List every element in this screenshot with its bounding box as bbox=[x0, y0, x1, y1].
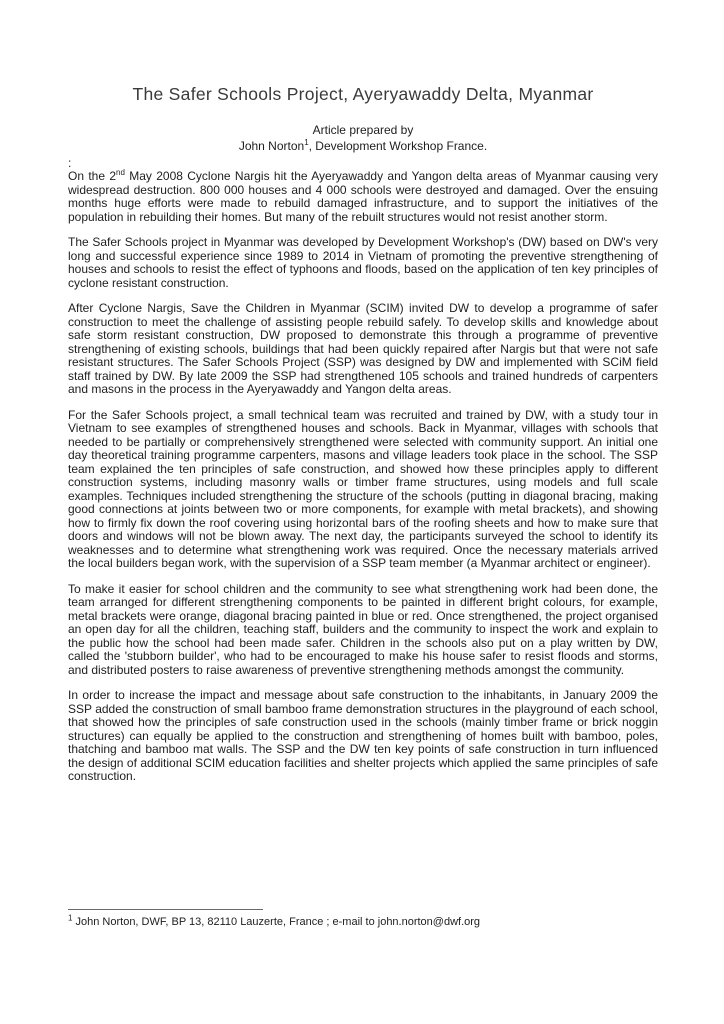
footnote bbox=[68, 915, 658, 929]
footnote-reference-mark: 1 bbox=[304, 138, 309, 147]
paragraph-1-rest: May 2008 Cyclone Nargis hit the Ayeryawaddy and Yangon delta areas of Myanmar causing very widespread destruction. 800 000 houses and 4 000 schools were destroyed and damaged. Over the ensuing months huge efforts were made to rebuild damaged infrastructure, and to support the initiatives of the population in rebuilding their homes. But many of the rebuilt structures would not resist another storm. bbox=[68, 169, 659, 224]
footnote-section bbox=[68, 909, 658, 929]
paragraph-2: The Safer Schools project in Myanmar was developed by Development Workshop's (DW) based on DW's very long and successful experience since 1989 to 2014 in Vietnam of promoting the preventive strengthening of houses and schools to resist the effect of typhoons and floods, based on the application of ten key principles of cyclone resistant construction. bbox=[68, 235, 658, 290]
footnote-text: John Norton, DWF, BP 13, 82110 Lauzerte, France ; e-mail to john.norton@dwf.org bbox=[72, 916, 481, 928]
paragraph-1-start: On the 2 bbox=[68, 169, 117, 183]
byline bbox=[68, 122, 658, 154]
byline-author bbox=[68, 138, 658, 154]
footnote-separator bbox=[68, 909, 263, 910]
stray-colon-line: : bbox=[68, 156, 72, 170]
byline-author-name: John Norton bbox=[238, 139, 305, 153]
document-content bbox=[68, 84, 658, 796]
paragraph-6: In order to increase the impact and message about safe construction to the inhabitants, in January 2009 the SSP added the construction of small bamboo frame demonstration structures in the playground of each school, that showed how the principles of safe construction used in the schools (mainly timber frame or brick noggin structures) can equally be applied to the construction and strengthening of homes built with bamboo, poles, thatching and bamboo mat walls. The SSP and the DW ten key points of safe construction in turn influenced the design of additional SCIM education facilities and shelter projects which applied the same principles of safe construction. bbox=[68, 688, 658, 783]
byline-prepared-by: Article prepared by bbox=[312, 123, 414, 137]
ordinal-superscript: nd bbox=[116, 168, 125, 177]
paragraph-3: After Cyclone Nargis, Save the Children in Myanmar (SCIM) invited DW to develop a programme of safer construction to meet the challenge of assisting people rebuild safely. To develop skills and knowledge about safe storm resistant construction, DW proposed to demonstrate this through a programme of preventive strengthening of existing schools, buildings that had been quickly repaired after Nargis but that were not safe resistant structures. The Safer Schools Project (SSP) was designed by DW and implemented with SCiM field staff trained by DW. By late 2009 the SSP had strengthened 105 schools and trained hundreds of carpenters and masons in the process in the Ayeryawaddy and Yangon delta areas. bbox=[68, 301, 658, 396]
paragraph-4: For the Safer Schools project, a small technical team was recruited and trained by DW, with a study tour in Vietnam to see examples of strengthened houses and schools. Back in Myanmar, villages with schools that needed to be partially or comprehensively strengthened were selected with community support. An initial one day theoretical training programme carpenters, masons and village leaders took place in the school. The SSP team explained the ten principles of safe construction, and showed how these principles apply to different construction systems, including masonry walls or timber frame structures, using models and full scale examples. Techniques included strengthening the structure of the schools (putting in diagonal bracing, making good connections at joints between two or more components, for example with metal brackets), and showing how to firmly fix down the roof covering using horizontal bars of the roofing sheets and how to make sure that doors and windows will not be blown away. The next day, the participants surveyed the school to identify its weaknesses and to determine what strengthening work was required. Once the necessary materials arrived the local builders began work, with the supervision of a SSP team member (a Myanmar architect or engineer). bbox=[68, 407, 658, 570]
footnote-number: 1 bbox=[68, 913, 73, 923]
byline-author-affiliation: , Development Workshop France. bbox=[308, 139, 488, 153]
page-title: The Safer Schools Project, Ayeryawaddy Delta, Myanmar bbox=[132, 84, 594, 104]
paragraph-1 bbox=[68, 170, 658, 224]
paragraph-5: To make it easier for school children and the community to see what strengthening work had been done, the team arranged for different strengthening components to be painted in different bright colours, for example, metal brackets were orange, diagonal bracing painted in blue or red. Once strengthened, the project organised an open day for all the children, teaching staff, builders and the community to inspect the work and explain to the public how the school had been made safer. Children in the schools also put on a play written by DW, called the 'stubborn builder', who had to be encouraged to make his house safer to resist floods and storms, and distributed posters to raise awareness of preventive strengthening methods amongst the community. bbox=[68, 581, 658, 677]
